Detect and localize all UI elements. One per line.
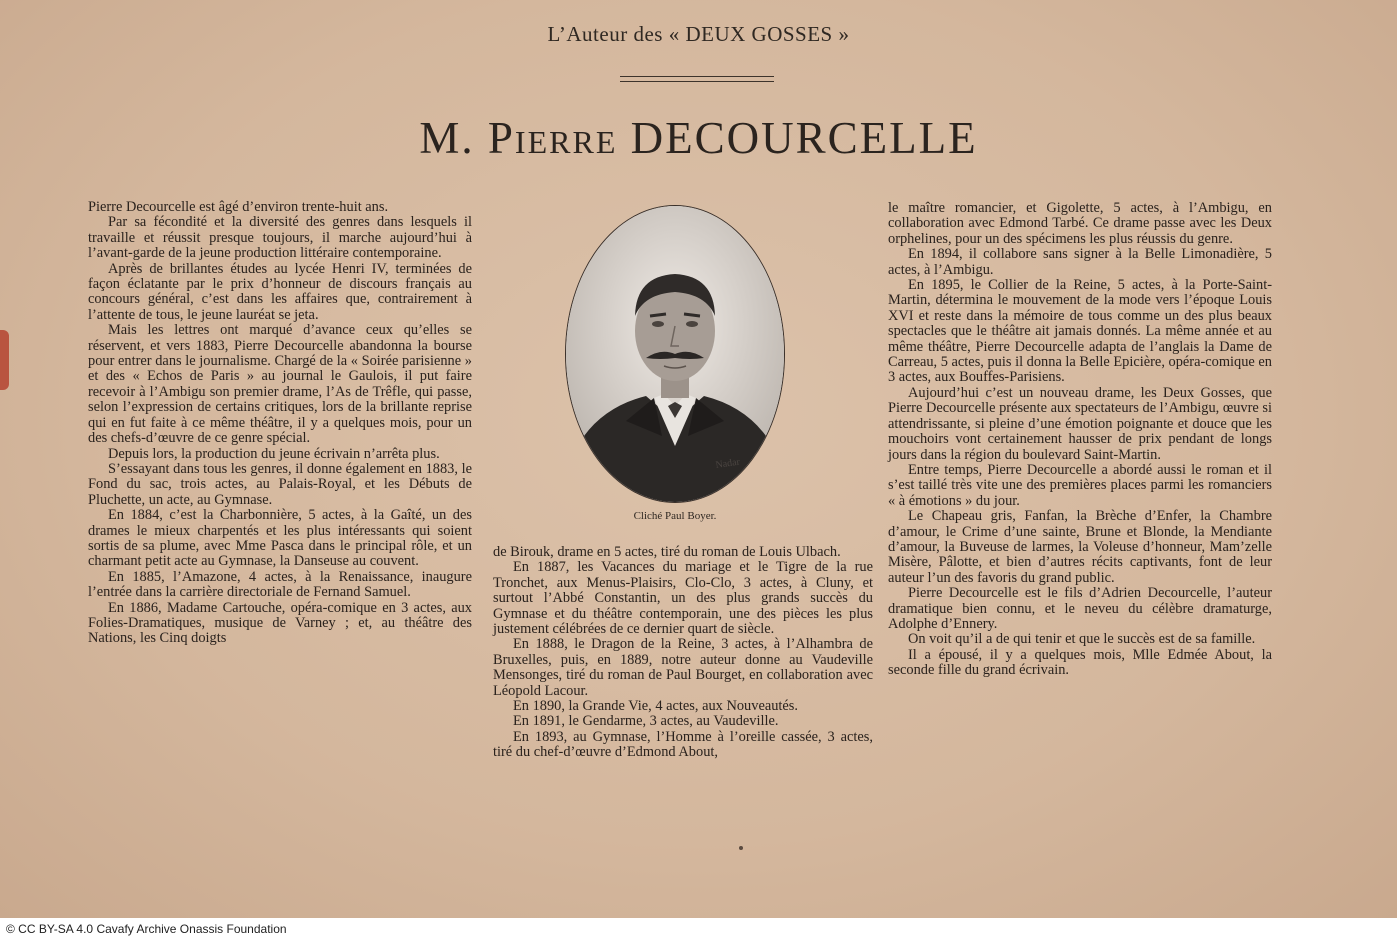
author-portrait-photo xyxy=(565,205,785,503)
license-text: © CC BY-SA 4.0 Cavafy Archive Onassis Foundation xyxy=(6,922,287,936)
portrait-illustration xyxy=(566,206,784,502)
ink-speck xyxy=(739,846,743,850)
title-first-name: Pierre xyxy=(487,113,618,163)
red-edge-stain xyxy=(0,330,9,390)
paragraph: En 1893, au Gymnase, l’Homme à l’oreille cassée, 3 actes, tiré du chef-d’œuvre d’Edmond About, xyxy=(493,728,873,761)
paragraph: de Birouk, drame en 5 actes, tiré du roman de Louis Ulbach. xyxy=(493,544,841,560)
text-column-3 xyxy=(888,201,1272,679)
header-rule xyxy=(620,76,774,82)
paragraph: Par sa fécondité et la diversité des genres dans lesquels il travaille et réussit presque toujours, il marche aujourd’hui à l’avant-garde de la jeune production littéraire contemporaine. xyxy=(88,214,472,262)
paragraph: En 1890, la Grande Vie, 4 actes, aux Nouveautés. xyxy=(513,698,798,715)
paragraph: Le Chapeau gris, Fanfan, la Brèche d’Enfer, la Chambre d’amour, le Crime d’une sainte, Brune et Blonde, la Mendiante d’amour, la Buveuse de larmes, la Voleuse d’honneur, Mam’zelle Misère, Pâlotte, et bien d’autres récits captivants, font de leur auteur l’un des favoris du grand public. xyxy=(888,508,1272,586)
text-column-2 xyxy=(493,545,873,761)
paragraph: En 1885, l’Amazone, 4 actes, à la Renaissance, inaugure l’entrée dans la carrière directoriale de Fernand Samuel. xyxy=(88,568,472,601)
paragraph: En 1894, il collabore sans signer à la Belle Limonadière, 5 actes, à l’Ambigu. xyxy=(888,246,1272,278)
paragraph: En 1895, le Collier de la Reine, 5 actes, à la Porte-Saint-Martin, détermina le mouvement de la mode vers l’époque Louis XVI et reste dans la mémoire de tous comme un des plus beaux spectacles que le théâtre ait jamais donnés. La même année et au même théâtre, Pierre Decourcelle adapta de l’anglais la Dame de Carreau, 5 actes, puis il donna la Belle Epicière, opéra-comique en 3 actes, aux Bouffes-Parisiens. xyxy=(888,277,1272,386)
paragraph: En 1891, le Gendarme, 3 actes, au Vaudeville. xyxy=(513,713,779,730)
paragraph: On voit qu’il a de qui tenir et que le succès est de sa famille. xyxy=(908,631,1256,648)
license-footer xyxy=(0,918,1397,943)
paragraph: Après de brillantes études au lycée Henri IV, terminées de façon éclatante par le prix d’honneur de discours français au concours général, c’est dans les affaires que, contrairement à l’attente de tous, le jeune lauréat se jeta. xyxy=(88,260,472,323)
paragraph: En 1888, le Dragon de la Reine, 3 actes, à l’Alhambra de Bruxelles, puis, en 1889, notre auteur donne au Vaudeville Mensonges, tiré du roman de Paul Bourget, en collaboration avec Léopold Lacour. xyxy=(493,636,873,699)
paragraph: En 1886, Madame Cartouche, opéra-comique en 3 actes, aux Folies-Dramatiques, musique de Varney ; et, au théâtre des Nations, les Cinq doigts xyxy=(88,599,472,647)
paragraph: S’essayant dans tous les genres, il donne également en 1883, le Fond du sac, trois actes, au Palais-Royal, et les Débuts de Pluchette, un acte, au Gymnase. xyxy=(88,460,472,508)
paragraph: Il a épousé, il y a quelques mois, Mlle Edmée About, la seconde fille du grand écrivain. xyxy=(888,646,1272,679)
paragraph: En 1884, c’est la Charbonnière, 5 actes, à la Gaîté, un des drames le mieux charpentés et les plus intéressants qui soient sortis de sa plume, avec Mme Pasca dans le principal rôle, et un charmant petit acte au Gymnase, la Danseuse au couvent. xyxy=(88,507,472,570)
title-last-name: DECOURCELLE xyxy=(617,113,978,163)
paragraph: Depuis lors, la production du jeune écrivain n’arrêta plus. xyxy=(108,445,440,462)
text-column-1 xyxy=(88,200,472,647)
photo-caption: Cliché Paul Boyer. xyxy=(633,510,717,522)
paragraph: Mais les lettres ont marqué d’avance ceux qu’elles se réservent, et vers 1883, Pierre Decourcelle abandonna la bourse pour entrer dans le journalisme. Chargé de la « Soirée parisienne » et des « Echos de Paris » au journal le Gaulois, il put faire recevoir à l’Ambigu son premier drame, l’As de Trêfle, qui passe, selon l’expression de certains critiques, lors de la brillante reprise qui en fut faite à ce même théâtre, il y a quelques mois, pour un des chefs-d’œuvre de ce genre spécial. xyxy=(88,322,472,447)
title-prefix: M. xyxy=(419,113,488,163)
paragraph: Pierre Decourcelle est le fils d’Adrien Decourcelle, l’auteur dramatique bien connu, et le neveu du célèbre dramaturge, Adolphe d’Ennery. xyxy=(888,585,1272,632)
page-header: L’Auteur des « DEUX GOSSES » xyxy=(547,22,850,46)
paragraph: Entre temps, Pierre Decourcelle a abordé aussi le roman et il s’est taillé très vite une des premières places parmi les romanciers « à émotions » du jour. xyxy=(888,461,1272,509)
paragraph: Aujourd’hui c’est un nouveau drame, les Deux Gosses, que Pierre Decourcelle présente aux spectateurs de l’Ambigu, œuvre si attendrissante, si pleine d’une émotion poignante et douce que les mouchoirs vont certainement hausser de prix pendant de longs jours dans la région du boulevard Saint-Martin. xyxy=(888,384,1273,463)
paragraph: En 1887, les Vacances du mariage et le Tigre de la rue Tronchet, aux Menus-Plaisirs, Clo-Clo, 3 actes, à Cluny, et surtout l’Abbé Constantin, un des plus grands succès du Gymnase et du théâtre contemporain, une des pièces les plus justement célébrées de ce dernier quart de siècle. xyxy=(493,559,873,638)
photo-signature: Nadar xyxy=(714,456,741,471)
paragraph: le maître romancier, et Gigolette, 5 actes, à l’Ambigu, en collaboration avec Edmond Tarbé. Ce drame passe avec les Deux orphelines, pour un des spécimens les plus réussis du genre. xyxy=(888,200,1272,247)
article-title xyxy=(0,112,1397,164)
paragraph: Pierre Decourcelle est âgé d’environ trente-huit ans. xyxy=(88,199,389,215)
